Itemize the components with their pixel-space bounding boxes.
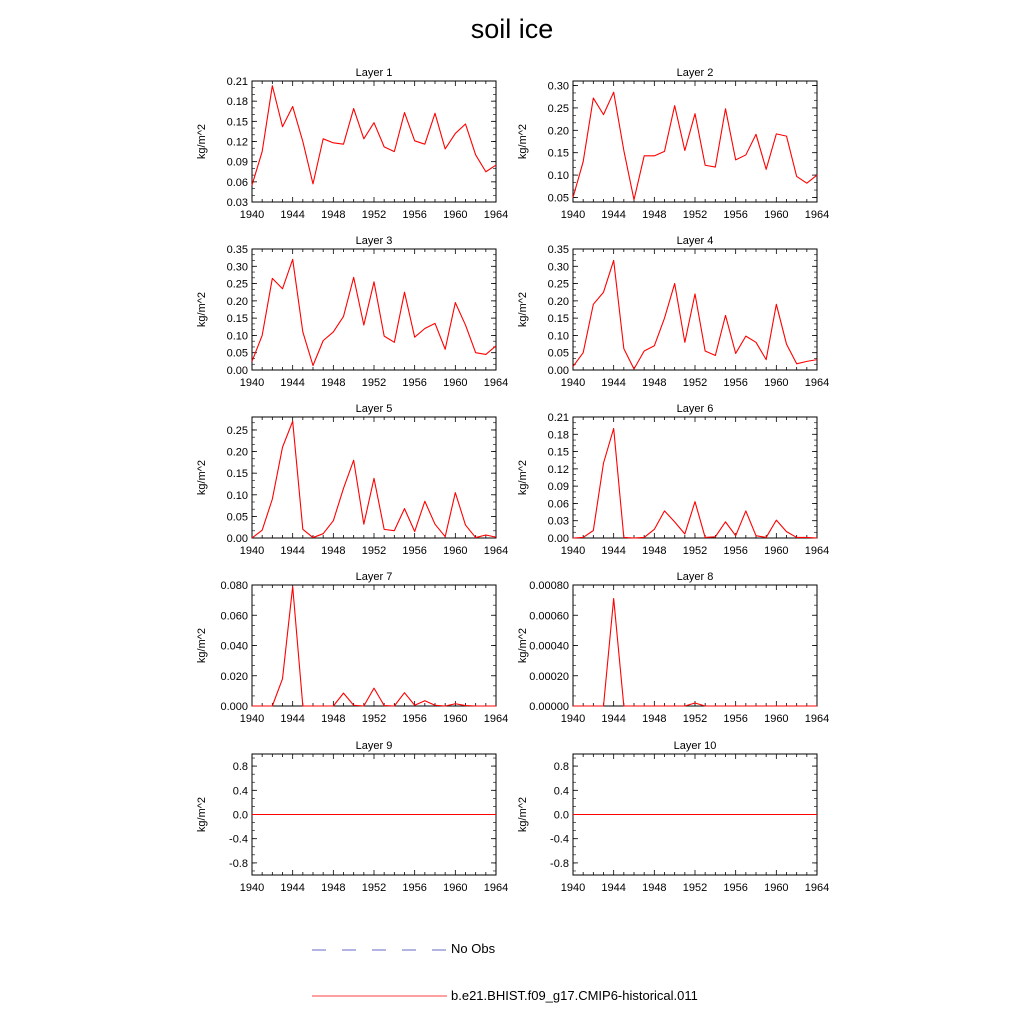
panel-4-ytick-label: 0.00 bbox=[547, 365, 569, 377]
panel-10-ytick-label: 0.0 bbox=[553, 809, 569, 822]
panel-6-ytick-label: 0.09 bbox=[547, 481, 569, 494]
panel-6-xtick-label: 1952 bbox=[682, 545, 708, 557]
panel-2-xtick-label: 1944 bbox=[601, 209, 626, 221]
panel-3-xtick-label: 1956 bbox=[402, 377, 427, 389]
panel-3-xtick-label: 1952 bbox=[361, 377, 387, 389]
panel-6-ytick-label: 0.15 bbox=[547, 446, 569, 459]
panel-9-ylabel: kg/m^2 bbox=[196, 796, 208, 833]
panel-10-ylabel: kg/m^2 bbox=[517, 796, 529, 833]
panel-5-xtick-label: 1948 bbox=[321, 545, 346, 557]
panel-8-ytick-label: 0.00080 bbox=[529, 580, 569, 592]
panel-3-ytick-label: 0.30 bbox=[226, 261, 248, 274]
panel-4-title: Layer 4 bbox=[676, 235, 714, 247]
panel-4-ytick-label: 0.25 bbox=[547, 278, 569, 291]
panel-6-xtick-label: 1960 bbox=[764, 545, 789, 557]
panel-10-ytick-label: -0.8 bbox=[550, 857, 569, 870]
panel-4-xtick-label: 1948 bbox=[642, 377, 667, 389]
panel-3-ytick-label: 0.35 bbox=[226, 244, 248, 256]
panel-2-ytick-label: 0.05 bbox=[547, 192, 569, 205]
panel-10-xtick-label: 1964 bbox=[804, 882, 830, 894]
panel-10-ytick-label: 0.8 bbox=[553, 761, 569, 774]
panel-10-xtick-label: 1948 bbox=[642, 882, 667, 894]
panel-2-xtick-label: 1960 bbox=[764, 209, 789, 221]
panel-3-xtick-label: 1940 bbox=[239, 377, 265, 389]
panel-7-xtick-label: 1944 bbox=[280, 713, 305, 725]
panel-7-ylabel: kg/m^2 bbox=[196, 627, 208, 664]
panel-6-xtick-label: 1948 bbox=[642, 545, 667, 557]
panel-6-ytick-label: 0.00 bbox=[547, 533, 569, 545]
panel-3-title: Layer 3 bbox=[355, 235, 393, 247]
panel-9-ytick-label: 0.0 bbox=[232, 809, 248, 822]
panel-3-ytick-label: 0.05 bbox=[226, 347, 248, 360]
panel-8-xtick-label: 1952 bbox=[682, 713, 708, 725]
panel-10-xtick-label: 1956 bbox=[723, 882, 748, 894]
panel-8-title: Layer 8 bbox=[676, 571, 714, 583]
panel-8-ytick-label: 0.00040 bbox=[529, 640, 569, 653]
panel-8-xtick-label: 1948 bbox=[642, 713, 667, 725]
panel-1-ytick-label: 0.06 bbox=[226, 176, 248, 189]
legend-model-label: b.e21.BHIST.f09_g17.CMIP6-historical.011 bbox=[451, 988, 698, 1003]
panel-1-xtick-label: 1952 bbox=[361, 209, 387, 221]
panel-1-xtick-label: 1956 bbox=[402, 209, 427, 221]
panel-1-ytick-label: 0.21 bbox=[226, 76, 248, 88]
panel-8-series-line bbox=[573, 599, 817, 706]
panel-7-xtick-label: 1960 bbox=[443, 713, 468, 725]
panel-3-ytick-label: 0.00 bbox=[226, 365, 248, 377]
panel-2-xtick-label: 1948 bbox=[642, 209, 667, 221]
panel-2-xtick-label: 1952 bbox=[682, 209, 708, 221]
panel-3-series-line bbox=[252, 259, 496, 365]
panel-7-ytick-label: 0.020 bbox=[220, 670, 248, 683]
panel-10-title: Layer 10 bbox=[673, 740, 717, 752]
panel-4-xtick-label: 1960 bbox=[764, 377, 789, 389]
panel-3-ytick-label: 0.10 bbox=[226, 330, 248, 343]
panel-4-ytick-label: 0.10 bbox=[547, 330, 569, 343]
panel-10-xtick-label: 1944 bbox=[601, 882, 626, 894]
panel-5-title: Layer 5 bbox=[355, 403, 393, 415]
panel-2-series-line bbox=[573, 92, 817, 200]
panel-4-ytick-label: 0.15 bbox=[547, 313, 569, 326]
panel-3-xtick-label: 1948 bbox=[321, 377, 346, 389]
panel-4-ytick-label: 0.35 bbox=[547, 244, 569, 256]
panel-1-xtick-label: 1960 bbox=[443, 209, 468, 221]
panel-3-xtick-label: 1964 bbox=[483, 377, 509, 389]
panel-1-frame bbox=[252, 81, 496, 202]
panel-2-ylabel: kg/m^2 bbox=[517, 123, 529, 160]
panel-9-ytick-label: 0.4 bbox=[232, 785, 248, 798]
panel-4-xtick-label: 1956 bbox=[723, 377, 748, 389]
panel-8-ytick-label: 0.00000 bbox=[529, 701, 569, 713]
panel-3-ytick-label: 0.15 bbox=[226, 313, 248, 326]
panel-9-xtick-label: 1956 bbox=[402, 882, 427, 894]
panel-6-ytick-label: 0.12 bbox=[547, 463, 569, 476]
panel-1-ytick-label: 0.03 bbox=[226, 197, 248, 209]
panel-1-ytick-label: 0.09 bbox=[226, 156, 248, 169]
panel-6-xtick-label: 1964 bbox=[804, 545, 830, 557]
panel-6-frame bbox=[573, 417, 817, 538]
panel-7-title: Layer 7 bbox=[355, 571, 393, 583]
panel-8-ytick-label: 0.00020 bbox=[529, 670, 569, 683]
panel-7-ytick-label: 0.040 bbox=[220, 640, 248, 653]
panel-4-ylabel: kg/m^2 bbox=[517, 291, 529, 328]
panel-5-xtick-label: 1940 bbox=[239, 545, 265, 557]
panel-3-frame bbox=[252, 249, 496, 370]
panel-6-ytick-label: 0.03 bbox=[547, 515, 569, 528]
panel-7-series-line bbox=[252, 587, 496, 706]
panel-5-ylabel: kg/m^2 bbox=[196, 459, 208, 496]
panel-9-ytick-label: 0.8 bbox=[232, 761, 248, 774]
panel-6-ytick-label: 0.21 bbox=[547, 412, 569, 424]
panel-4-frame bbox=[573, 249, 817, 370]
panel-2-xtick-label: 1964 bbox=[804, 209, 830, 221]
legend-obs-label: No Obs bbox=[451, 941, 496, 956]
panel-7-ytick-label: 0.060 bbox=[220, 610, 248, 623]
panel-7-ytick-label: 0.000 bbox=[220, 701, 248, 713]
panel-4-ytick-label: 0.05 bbox=[547, 347, 569, 360]
panel-8-ylabel: kg/m^2 bbox=[517, 627, 529, 664]
panel-4-xtick-label: 1952 bbox=[682, 377, 708, 389]
panel-7-xtick-label: 1948 bbox=[321, 713, 346, 725]
panel-5-ytick-label: 0.25 bbox=[226, 424, 248, 437]
panel-6-xtick-label: 1940 bbox=[560, 545, 586, 557]
panel-4-ytick-label: 0.30 bbox=[547, 261, 569, 274]
panel-3-ytick-label: 0.20 bbox=[226, 295, 248, 308]
panel-10-xtick-label: 1940 bbox=[560, 882, 586, 894]
panel-5-series-line bbox=[252, 421, 496, 538]
panel-8-xtick-label: 1956 bbox=[723, 713, 748, 725]
panel-5-ytick-label: 0.05 bbox=[226, 511, 248, 524]
panel-8-xtick-label: 1940 bbox=[560, 713, 586, 725]
panel-4-xtick-label: 1964 bbox=[804, 377, 830, 389]
panel-7-xtick-label: 1964 bbox=[483, 713, 509, 725]
panel-2-ytick-label: 0.20 bbox=[547, 125, 569, 138]
panel-1-xtick-label: 1944 bbox=[280, 209, 305, 221]
panel-5-xtick-label: 1960 bbox=[443, 545, 468, 557]
panel-9-xtick-label: 1964 bbox=[483, 882, 509, 894]
panel-6-title: Layer 6 bbox=[676, 403, 714, 415]
panel-3-ylabel: kg/m^2 bbox=[196, 291, 208, 328]
panel-6-xtick-label: 1944 bbox=[601, 545, 626, 557]
panel-2-ytick-label: 0.15 bbox=[547, 147, 569, 160]
panel-5-frame bbox=[252, 417, 496, 538]
panel-1-xtick-label: 1948 bbox=[321, 209, 346, 221]
panel-9-xtick-label: 1960 bbox=[443, 882, 468, 894]
panel-1-title: Layer 1 bbox=[355, 67, 393, 79]
panel-4-xtick-label: 1940 bbox=[560, 377, 586, 389]
panel-10-ytick-label: 0.4 bbox=[553, 785, 569, 798]
panel-2-xtick-label: 1940 bbox=[560, 209, 586, 221]
panel-2-ytick-label: 0.25 bbox=[547, 102, 569, 115]
panel-1-ytick-label: 0.18 bbox=[226, 96, 248, 109]
panel-6-ytick-label: 0.06 bbox=[547, 498, 569, 511]
panel-1-ylabel: kg/m^2 bbox=[196, 123, 208, 160]
panel-1-ytick-label: 0.12 bbox=[226, 136, 248, 149]
panel-5-ytick-label: 0.15 bbox=[226, 468, 248, 481]
panel-5-xtick-label: 1964 bbox=[483, 545, 509, 557]
panel-1-series-line bbox=[252, 86, 496, 185]
panel-9-xtick-label: 1940 bbox=[239, 882, 265, 894]
panel-8-ytick-label: 0.00060 bbox=[529, 610, 569, 623]
panel-5-ytick-label: 0.20 bbox=[226, 446, 248, 459]
panel-6-ylabel: kg/m^2 bbox=[517, 459, 529, 496]
panel-3-xtick-label: 1944 bbox=[280, 377, 305, 389]
panel-7-xtick-label: 1952 bbox=[361, 713, 387, 725]
panel-9-xtick-label: 1948 bbox=[321, 882, 346, 894]
panel-9-title: Layer 9 bbox=[355, 740, 393, 752]
panel-7-xtick-label: 1940 bbox=[239, 713, 265, 725]
panel-8-xtick-label: 1944 bbox=[601, 713, 626, 725]
panel-1-xtick-label: 1964 bbox=[483, 209, 509, 221]
panel-6-series-line bbox=[573, 429, 817, 538]
panel-8-xtick-label: 1964 bbox=[804, 713, 830, 725]
panel-5-xtick-label: 1944 bbox=[280, 545, 305, 557]
panel-2-xtick-label: 1956 bbox=[723, 209, 748, 221]
panel-3-ytick-label: 0.25 bbox=[226, 278, 248, 291]
panel-2-ytick-label: 0.30 bbox=[547, 80, 569, 93]
panel-7-ytick-label: 0.080 bbox=[220, 580, 248, 592]
panel-8-xtick-label: 1960 bbox=[764, 713, 789, 725]
panel-10-ytick-label: -0.4 bbox=[550, 833, 569, 846]
panel-1-xtick-label: 1940 bbox=[239, 209, 265, 221]
panel-4-ytick-label: 0.20 bbox=[547, 295, 569, 308]
panel-5-ytick-label: 0.10 bbox=[226, 489, 248, 502]
panel-2-frame bbox=[573, 81, 817, 202]
panel-10-xtick-label: 1952 bbox=[682, 882, 708, 894]
panel-5-xtick-label: 1952 bbox=[361, 545, 387, 557]
panel-2-ytick-label: 0.10 bbox=[547, 170, 569, 183]
panel-10-xtick-label: 1960 bbox=[764, 882, 789, 894]
panel-2-title: Layer 2 bbox=[676, 67, 714, 79]
panel-5-ytick-label: 0.00 bbox=[226, 533, 248, 545]
panel-9-ytick-label: -0.4 bbox=[229, 833, 248, 846]
panel-4-series-line bbox=[573, 260, 817, 369]
panel-6-xtick-label: 1956 bbox=[723, 545, 748, 557]
panel-4-xtick-label: 1944 bbox=[601, 377, 626, 389]
chart-main-title: soil ice bbox=[470, 14, 554, 44]
panel-9-xtick-label: 1944 bbox=[280, 882, 305, 894]
panel-6-ytick-label: 0.18 bbox=[547, 429, 569, 442]
panel-1-ytick-label: 0.15 bbox=[226, 116, 248, 129]
panel-5-xtick-label: 1956 bbox=[402, 545, 427, 557]
panel-3-xtick-label: 1960 bbox=[443, 377, 468, 389]
panel-7-xtick-label: 1956 bbox=[402, 713, 427, 725]
panel-9-ytick-label: -0.8 bbox=[229, 857, 248, 870]
panel-9-xtick-label: 1952 bbox=[361, 882, 387, 894]
